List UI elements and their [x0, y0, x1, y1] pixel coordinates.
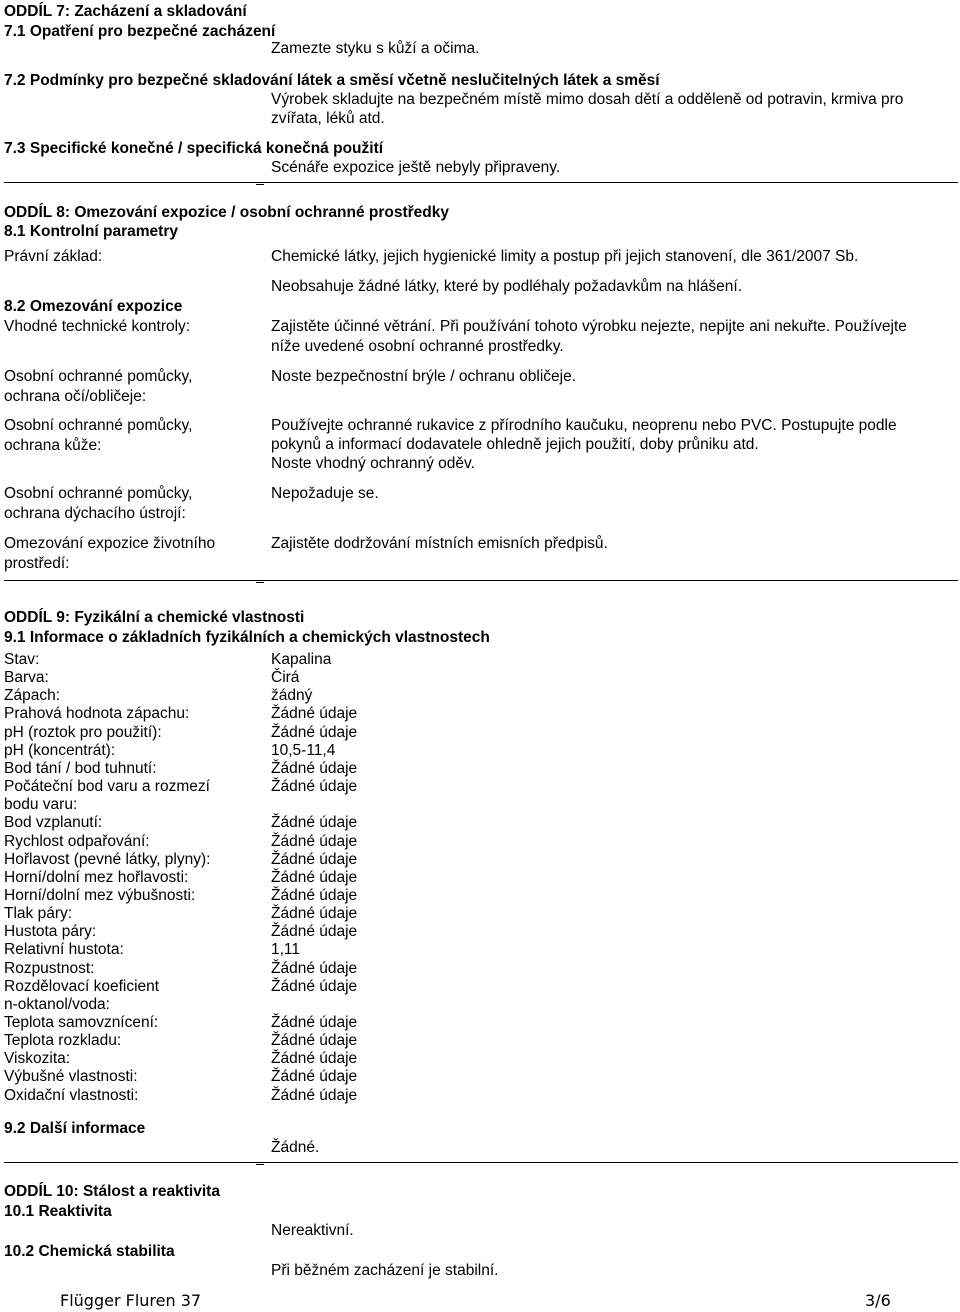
section-10-1-title: 10.1 Reaktivita	[4, 1203, 112, 1220]
tech-controls-line1: Zajistěte účinné větrání. Při používání tohoto výrobku nejezte, nepijte ani nekuřte. Používejte	[271, 318, 907, 335]
reporting-note: Neobsahuje žádné látky, které by podléhaly požadavkům na hlášení.	[271, 278, 743, 295]
property-value: Žádné údaje	[271, 978, 358, 995]
property-label: Zápach:	[4, 687, 61, 704]
respiratory-protection-label-1: Osobní ochranné pomůcky,	[4, 485, 193, 502]
section-9-2-value: Žádné.	[271, 1139, 320, 1156]
property-value: Žádné údaje	[271, 869, 358, 886]
property-value: Žádné údaje	[271, 705, 358, 722]
property-value: Čirá	[271, 669, 300, 686]
section-10-2-value: Při běžném zacházení je stabilní.	[271, 1262, 499, 1279]
property-label: Počáteční bod varu a rozmezí	[4, 778, 210, 795]
section-8-2-title: 8.2 Omezování expozice	[4, 298, 183, 315]
property-value: Žádné údaje	[271, 1068, 358, 1085]
divider-tick	[256, 1164, 264, 1165]
property-value: žádný	[271, 687, 313, 704]
section-7-2-title: 7.2 Podmínky pro bezpečné skladování látek a směsí včetně neslučitelných látek a směsí	[4, 72, 660, 89]
property-label: Stav:	[4, 651, 40, 668]
property-label: Barva:	[4, 669, 49, 686]
section-divider	[4, 182, 958, 183]
respiratory-protection-label-2: ochrana dýchacího ústrojí:	[4, 505, 186, 522]
property-label: Relativní hustota:	[4, 941, 124, 958]
property-value: Žádné údaje	[271, 1014, 358, 1031]
section-divider	[4, 580, 958, 581]
property-label: pH (koncentrát):	[4, 742, 116, 759]
property-label: pH (roztok pro použití):	[4, 724, 162, 741]
property-value: Žádné údaje	[271, 778, 358, 795]
section-7-2-text-line2: zvířata, léků atd.	[271, 110, 385, 127]
property-label: n-oktanol/voda:	[4, 996, 110, 1013]
property-value: Žádné údaje	[271, 724, 358, 741]
property-label: Rozpustnost:	[4, 960, 95, 977]
property-label: Hořlavost (pevné látky, plyny):	[4, 851, 211, 868]
divider-tick	[256, 582, 264, 583]
property-label: bodu varu:	[4, 796, 78, 813]
respiratory-protection-value: Nepožaduje se.	[271, 485, 379, 502]
eye-protection-label-1: Osobní ochranné pomůcky,	[4, 368, 193, 385]
divider-tick	[256, 184, 264, 185]
skin-protection-line2: pokynů a informací dodavatele ohledně jejich použití, doby průniku atd.	[271, 436, 759, 453]
section-divider	[4, 1162, 958, 1163]
property-value: Žádné údaje	[271, 851, 358, 868]
section-7-1-text: Zamezte styku s kůží a očima.	[271, 40, 480, 57]
section-7-1-title: 7.1 Opatření pro bezpečné zacházení	[4, 23, 276, 40]
section-7-heading: ODDÍL 7: Zacházení a skladování	[4, 3, 247, 20]
property-value: Žádné údaje	[271, 887, 358, 904]
tech-controls-line2: níže uvedené osobní ochranné prostředky.	[271, 338, 564, 355]
property-value: Kapalina	[271, 651, 332, 668]
property-label: Hustota páry:	[4, 923, 97, 940]
property-value: Žádné údaje	[271, 1050, 358, 1067]
eye-protection-value: Noste bezpečnostní brýle / ochranu obličeje.	[271, 368, 577, 385]
property-value: Žádné údaje	[271, 833, 358, 850]
environment-exposure-value: Zajistěte dodržování místních emisních předpisů.	[271, 535, 608, 552]
skin-protection-label-2: ochrana kůže:	[4, 437, 102, 454]
property-label: Oxidační vlastnosti:	[4, 1087, 139, 1104]
property-value: Žádné údaje	[271, 1087, 358, 1104]
section-10-1-value: Nereaktivní.	[271, 1222, 354, 1239]
property-label: Rozdělovací koeficient	[4, 978, 160, 995]
environment-exposure-label-2: prostředí:	[4, 555, 70, 572]
eye-protection-label-2: ochrana očí/obličeje:	[4, 388, 147, 405]
property-label: Teplota samovznícení:	[4, 1014, 159, 1031]
section-7-3-text: Scénáře expozice ještě nebyly připraveny.	[271, 159, 561, 176]
property-label: Prahová hodnota zápachu:	[4, 705, 190, 722]
property-value: Žádné údaje	[271, 760, 358, 777]
section-9-2-title: 9.2 Další informace	[4, 1120, 146, 1137]
legal-basis-label: Právní základ:	[4, 248, 103, 265]
property-value: Žádné údaje	[271, 1032, 358, 1049]
property-label: Výbušné vlastnosti:	[4, 1068, 138, 1085]
tech-controls-label: Vhodné technické kontroly:	[4, 318, 191, 335]
property-label: Horní/dolní mez výbušnosti:	[4, 887, 196, 904]
section-9-1-title: 9.1 Informace o základních fyzikálních a chemických vlastnostech	[4, 629, 490, 646]
property-label: Horní/dolní mez hořlavosti:	[4, 869, 189, 886]
property-value: 1,11	[271, 941, 301, 958]
section-7-3-title: 7.3 Specifické konečné / specifická konečná použití	[4, 140, 384, 157]
environment-exposure-label-1: Omezování expozice životního	[4, 535, 216, 552]
property-label: Teplota rozkladu:	[4, 1032, 122, 1049]
property-label: Tlak páry:	[4, 905, 73, 922]
skin-protection-label-1: Osobní ochranné pomůcky,	[4, 417, 193, 434]
property-value: Žádné údaje	[271, 923, 358, 940]
section-10-heading: ODDÍL 10: Stálost a reaktivita	[4, 1183, 220, 1200]
skin-protection-line1: Používejte ochranné rukavice z přírodního kaučuku, neoprenu nebo PVC. Postupujte podle	[271, 417, 897, 434]
legal-basis-value: Chemické látky, jejich hygienické limity a postup při jejich stanovení, dle 361/2007 Sb.	[271, 248, 859, 265]
footer-product-name: Flügger Fluren 37	[60, 1291, 202, 1310]
footer-page-number: 3/6	[865, 1291, 891, 1310]
property-label: Viskozita:	[4, 1050, 71, 1067]
property-value: Žádné údaje	[271, 905, 358, 922]
property-label: Bod vzplanutí:	[4, 814, 103, 831]
property-label: Bod tání / bod tuhnutí:	[4, 760, 157, 777]
section-10-2-title: 10.2 Chemická stabilita	[4, 1243, 175, 1260]
skin-protection-line3: Noste vhodný ochranný oděv.	[271, 455, 475, 472]
property-value: 10,5-11,4	[271, 742, 336, 759]
section-8-1-title: 8.1 Kontrolní parametry	[4, 223, 178, 240]
property-value: Žádné údaje	[271, 960, 358, 977]
property-label: Rychlost odpařování:	[4, 833, 150, 850]
property-value: Žádné údaje	[271, 814, 358, 831]
section-9-heading: ODDÍL 9: Fyzikální a chemické vlastnosti	[4, 609, 305, 626]
section-7-2-text-line1: Výrobek skladujte na bezpečném místě mimo dosah dětí a odděleně od potravin, krmiva pro	[271, 91, 904, 108]
section-8-heading: ODDÍL 8: Omezování expozice / osobní ochranné prostředky	[4, 204, 450, 221]
